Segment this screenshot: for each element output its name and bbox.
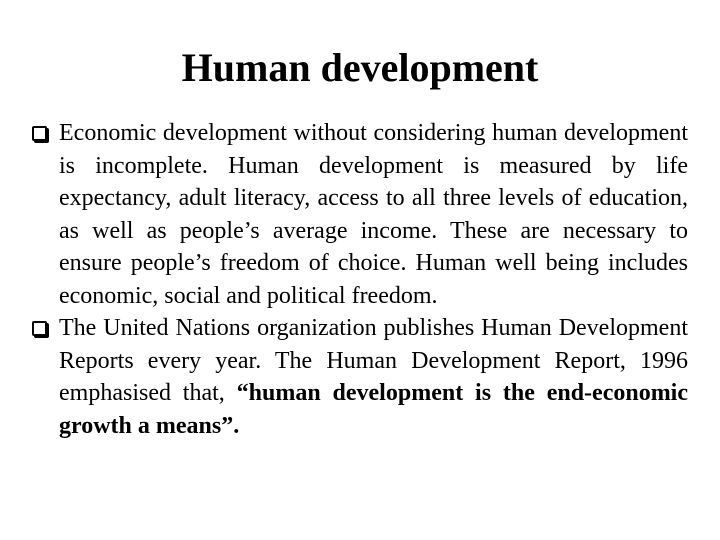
- bullet-quote: “human development is the end-economic growth a means”.: [59, 380, 689, 439]
- square-bullet-icon: [32, 321, 47, 336]
- slide-title: Human development: [181, 45, 539, 90]
- bullet-list: [32, 117, 688, 442]
- bullet-item: [32, 117, 688, 312]
- bullet-text: The United Nations organization publishes Human Development Reports every year. The Human Development Report, 1996 emphasised that,: [59, 315, 688, 406]
- bullet-text: Economic development without considering human development is incomplete. Human development is measured by life expectancy, adult literacy, access to all three levels of education, as well as people’s average income. These are necessary to ensure people’s freedom of choice. Human well being includes economic, social and political freedom.: [59, 120, 688, 309]
- bullet-item: [32, 312, 688, 442]
- square-bullet-icon: [32, 126, 47, 141]
